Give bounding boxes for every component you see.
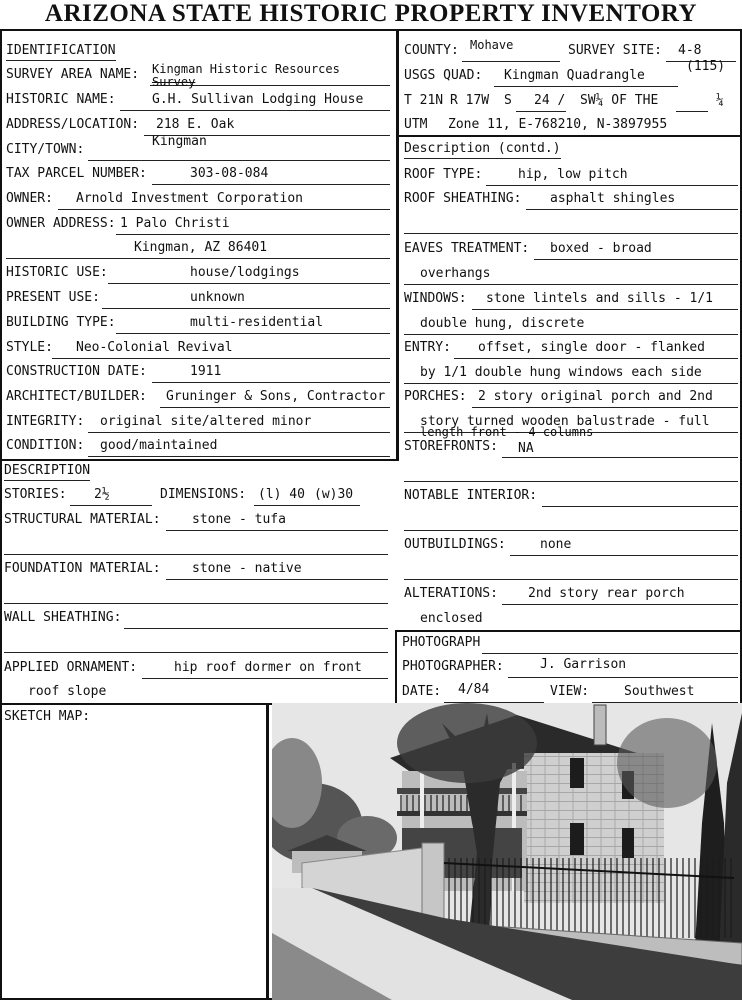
storefronts-label: STOREFRONTS:	[404, 439, 498, 454]
township-value: T 21N	[404, 93, 444, 108]
roof-sheathing-value: asphalt shingles	[550, 191, 676, 206]
usgs-value: Kingman Quadrangle	[504, 68, 645, 83]
usgs-row	[404, 65, 738, 87]
address-value: 218 E. Oak	[156, 117, 235, 132]
usgs-label: USGS QUAD:	[404, 68, 483, 83]
utm-value: Zone 11, E-768210, N-3897955	[448, 117, 668, 132]
divider-left-desc	[0, 459, 398, 461]
style-label: STYLE:	[6, 340, 53, 355]
structural-value: stone - tufa	[192, 512, 286, 527]
photographer-row	[402, 656, 738, 678]
photographer-label: PHOTOGRAPHER:	[402, 659, 504, 674]
survey-site-value-2: (115)	[686, 59, 726, 74]
owner-value: Arnold Investment Corporation	[76, 191, 303, 206]
city-row	[6, 134, 390, 161]
alterations-value-1: 2nd story rear porch	[528, 586, 685, 601]
wall-sheathing-row-2	[4, 631, 388, 653]
interior-row	[404, 485, 738, 507]
construction-date-row	[6, 361, 390, 383]
structural-row	[4, 509, 388, 531]
eaves-value-1: boxed - broad	[550, 241, 652, 256]
quarter-suffix: ¼	[716, 93, 724, 108]
integrity-value: original site/altered minor	[100, 414, 312, 429]
construction-date-value: 1911	[190, 364, 222, 379]
county-value: Mohave	[470, 38, 514, 52]
storefronts-row	[404, 436, 738, 458]
roof-sheathing-label: ROOF SHEATHING:	[404, 191, 522, 206]
tax-parcel-row	[6, 163, 390, 185]
photograph-image	[272, 703, 742, 1000]
survey-area-value: Kingman Historic Resources	[152, 62, 340, 76]
ornament-row-2	[4, 681, 388, 703]
porches-row	[404, 386, 738, 408]
owner-address-value-1: 1 Palo Christi	[120, 216, 230, 231]
building-photograph	[272, 703, 742, 1000]
stories-value: 2½	[94, 487, 110, 502]
building-type-label: BUILDING TYPE:	[6, 315, 116, 330]
windows-value-2: double hung, discrete	[420, 316, 585, 331]
building-type-value: multi-residential	[190, 315, 324, 330]
structural-row-2	[4, 533, 388, 555]
condition-value: good/maintained	[100, 438, 218, 453]
historic-name-row	[6, 89, 390, 111]
alterations-label: ALTERATIONS:	[404, 586, 498, 601]
utm-label: UTM	[404, 117, 428, 132]
dimensions-width: (w)30	[314, 487, 354, 502]
survey-area-label: SURVEY AREA NAME:	[6, 67, 140, 82]
roof-type-label: ROOF TYPE:	[404, 167, 483, 182]
sketch-map-area	[2, 706, 268, 1000]
form-title: ARIZONA STATE HISTORIC PROPERTY INVENTORY	[44, 0, 698, 27]
stories-label: STORIES:	[4, 487, 67, 502]
owner-address-label: OWNER ADDRESS:	[6, 216, 116, 231]
sketch-map-label: SKETCH MAP:	[4, 709, 91, 724]
outbuildings-label: OUTBUILDINGS:	[404, 537, 506, 552]
description-contd-header: Description (contd.)	[404, 140, 561, 159]
ornament-row	[4, 657, 388, 679]
windows-value-1: stone lintels and sills - 1/1	[486, 291, 713, 306]
photo-date-label: DATE:	[402, 684, 442, 699]
foundation-row	[4, 558, 388, 580]
photographer-value: J. Garrison	[540, 657, 627, 672]
section-label: S	[504, 93, 512, 108]
interior-label: NOTABLE INTERIOR:	[404, 488, 538, 503]
present-use-row	[6, 287, 390, 309]
photograph-header: PHOTOGRAPH	[402, 635, 481, 650]
windows-row	[404, 288, 738, 310]
alterations-value-2: enclosed	[420, 611, 483, 626]
city-value: Kingman	[152, 134, 207, 149]
roof-type-row	[404, 164, 738, 186]
historic-use-label: HISTORIC USE:	[6, 265, 108, 280]
integrity-label: INTEGRITY:	[6, 414, 85, 429]
ornament-value-1: hip roof dormer on front	[174, 660, 362, 675]
divider-vertical-photo	[395, 631, 397, 705]
city-label: CITY/TOWN:	[6, 142, 85, 157]
survey-site-value: 4-8	[678, 43, 702, 58]
entry-row	[404, 337, 738, 359]
entry-row-2	[404, 362, 738, 384]
identification-header: IDENTIFICATION	[6, 42, 116, 61]
eaves-value-2: overhangs	[420, 266, 491, 281]
porches-value-1: 2 story original porch and 2nd	[478, 389, 713, 404]
wall-sheathing-row	[4, 607, 388, 629]
condition-row	[6, 435, 390, 457]
dimensions-length: (l) 40	[258, 487, 305, 502]
eaves-label: EAVES TREATMENT:	[404, 241, 530, 256]
outbuildings-row-2	[404, 558, 738, 580]
structural-label: STRUCTURAL MATERIAL:	[4, 512, 161, 527]
porches-row-2	[404, 411, 738, 439]
dimensions-label: DIMENSIONS:	[160, 487, 247, 502]
integrity-row	[6, 411, 390, 433]
architect-value: Gruninger & Sons, Contractor	[166, 389, 386, 404]
divider-vertical-top	[396, 29, 399, 461]
porches-label: PORCHES:	[404, 389, 467, 404]
trs-row	[404, 90, 738, 112]
building-type-row	[6, 312, 390, 334]
county-label: COUNTY:	[404, 43, 459, 58]
survey-area-value-2: Survey	[152, 75, 196, 89]
view-value: Southwest	[624, 684, 695, 699]
alterations-row-2	[404, 608, 738, 630]
historic-use-value: house/lodgings	[190, 265, 300, 280]
ornament-label: APPLIED ORNAMENT:	[4, 660, 138, 675]
historic-name-label: HISTORIC NAME:	[6, 92, 116, 107]
present-use-label: PRESENT USE:	[6, 290, 100, 305]
outbuildings-value: none	[540, 537, 572, 552]
photograph-header-row	[402, 632, 738, 654]
windows-row-2	[404, 313, 738, 335]
storefronts-row-2	[404, 460, 738, 482]
historic-use-row	[6, 262, 390, 284]
owner-row	[6, 188, 390, 210]
present-use-value: unknown	[190, 290, 245, 305]
architect-row	[6, 386, 390, 408]
entry-value-2: by 1/1 double hung windows each side	[420, 365, 702, 380]
owner-address-value-2: Kingman, AZ 86401	[134, 240, 268, 255]
owner-address-row-2	[6, 237, 390, 259]
foundation-row-2	[4, 582, 388, 604]
storefronts-value: NA	[518, 441, 534, 456]
roof-sheathing-row-2	[404, 212, 738, 234]
tax-parcel-label: TAX PARCEL NUMBER:	[6, 166, 147, 181]
photo-date-value: 4/84	[458, 682, 490, 697]
architect-label: ARCHITECT/BUILDER:	[6, 389, 147, 404]
roof-sheathing-row	[404, 188, 738, 210]
eaves-row-2	[404, 263, 738, 285]
description-header: DESCRIPTION	[4, 462, 90, 481]
condition-label: CONDITION:	[6, 438, 85, 453]
historic-name-value: G.H. Sullivan Lodging House	[152, 92, 364, 107]
entry-value-1: offset, single door - flanked	[478, 340, 705, 355]
foundation-value: stone - native	[192, 561, 302, 576]
foundation-label: FOUNDATION MATERIAL:	[4, 561, 161, 576]
range-value: R 17W	[450, 93, 490, 108]
owner-address-row	[6, 213, 390, 235]
entry-label: ENTRY:	[404, 340, 451, 355]
wall-sheathing-label: WALL SHEATHING:	[4, 610, 122, 625]
owner-label: OWNER:	[6, 191, 53, 206]
survey-area-row	[6, 62, 390, 89]
construction-date-label: CONSTRUCTION DATE:	[6, 364, 147, 379]
tax-parcel-value: 303-08-084	[190, 166, 269, 181]
view-label: VIEW:	[550, 684, 590, 699]
ornament-value-2: roof slope	[28, 684, 107, 699]
county-row	[404, 38, 738, 74]
interior-row-2	[404, 509, 738, 531]
style-row	[6, 337, 390, 359]
eaves-row	[404, 238, 738, 260]
outbuildings-row	[404, 534, 738, 556]
section-value: 24 /	[534, 93, 566, 108]
porches-value-3: length front - 4 columns	[420, 425, 594, 439]
roof-type-value: hip, low pitch	[518, 167, 628, 182]
style-value: Neo-Colonial Revival	[76, 340, 233, 355]
survey-site-label: SURVEY SITE:	[568, 43, 662, 58]
porches-value-2: story turned wooden balustrade - full	[420, 414, 710, 429]
stories-row	[4, 484, 388, 506]
alterations-row	[404, 583, 738, 605]
quarter-label: SW¼ OF THE	[580, 93, 659, 108]
windows-label: WINDOWS:	[404, 291, 467, 306]
utm-row	[404, 114, 738, 136]
photo-date-row	[402, 681, 738, 703]
address-label: ADDRESS/LOCATION:	[6, 117, 140, 132]
